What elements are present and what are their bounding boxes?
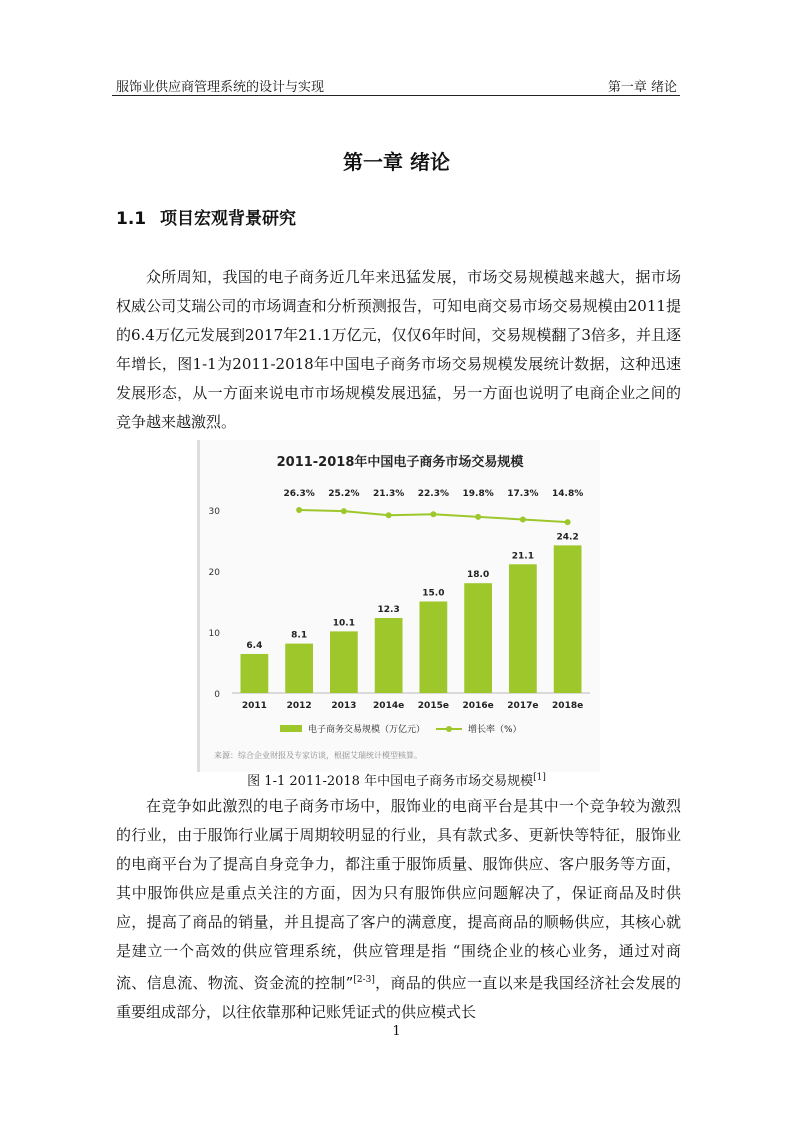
growth-rate-label: 14.8%: [552, 489, 584, 499]
growth-rate-point: [520, 516, 526, 522]
figure-chart: [197, 440, 600, 772]
bar: [509, 564, 537, 693]
chart-layer: [209, 454, 590, 761]
growth-rate-point: [430, 511, 436, 517]
bar-data-label: 18.0: [467, 570, 490, 581]
y-tick-label: 20: [208, 568, 220, 578]
x-tick-label: 2018e: [552, 701, 584, 711]
chart-svg: [200, 440, 600, 772]
bar: [375, 618, 403, 693]
bar: [554, 545, 582, 693]
paragraph2-tail: ，商品的供应一直以来是我国经济社会发展的重要组成部分，以往依靠那种记账凭证式的供应模式长: [116, 974, 682, 1021]
figure-caption-ref: [1]: [533, 772, 546, 783]
figure-caption-text: 图 1-1 2011-2018 年中国电子商务市场交易规模: [247, 774, 534, 789]
chart-title: 2011-2018年中国电子商务市场交易规模: [276, 455, 524, 470]
body-paragraph-1: 众所周知，我国的电子商务近几年来迅猛发展，市场交易规模越来越大，据市场权威公司艾瑞公司的市场调查和分析预测报告，可知电商交易市场交易规模由2011提的6.4万亿元发展到2017年21.1万亿元，仅仅6年时间，交易规模翻了3倍多，并且逐年增长，图1-1为2011-2018年中国电子商务市场交易规模发展统计数据，这种迅速发展形态，从一方面来说电市市场规模发展迅猛，另一方面也说明了电商企业之间的竞争越来越激烈。: [116, 268, 681, 431]
x-tick-label: 2013: [331, 701, 357, 711]
bar-data-label: 12.3: [377, 604, 400, 615]
bar: [464, 583, 492, 693]
section-heading: [116, 204, 296, 229]
growth-rate-point: [565, 519, 571, 525]
bar-data-label: 8.1: [291, 630, 308, 641]
growth-rate-label: 26.3%: [283, 489, 315, 499]
legend-bar-swatch: [280, 725, 302, 732]
growth-rate-point: [386, 512, 392, 518]
x-tick-label: 2011: [241, 701, 267, 711]
x-tick-label: 2017e: [507, 701, 539, 711]
chart-source: 来源：综合企业财报及专家访谈，根据艾瑞统计模型核算。: [214, 751, 422, 760]
section-title: 项目宏观背景研究: [160, 209, 297, 229]
x-tick-label: 2015e: [417, 701, 449, 711]
header-rule: [112, 95, 680, 96]
paragraph2-text: 在竞争如此激烈的电子商务市场中，服饰业的电商平台是其中一个竞争较为激烈的行业，由于服饰行业属于周期较明显的行业，具有款式多、更新快等特征，服饰业的电商平台为了提高自身竞争力，都注重于服饰质量、服饰供应、客户服务等方面，其中服饰供应是重点关注的方面，因为只有服饰供应问题解决了，保证商品及时供应，提高了商品的销量，并且提高了客户的满意度，提高商品的顺畅供应，其核心就是建立一个高效的供应管理系统，供应管理是指 “围绕企业的核心业务，通过对商流、信息流、物流、资金流的控制”: [116, 797, 681, 992]
growth-rate-label: 19.8%: [462, 489, 494, 499]
growth-rate-label: 25.2%: [328, 489, 360, 499]
growth-rate-point: [296, 507, 302, 513]
bar-data-label: 15.0: [422, 588, 445, 599]
paragraph2-cite: [2-3]: [353, 975, 375, 985]
bar: [420, 602, 448, 694]
x-tick-label: 2014e: [373, 701, 405, 711]
x-tick-label: 2016e: [462, 701, 494, 711]
y-tick-label: 0: [214, 690, 220, 700]
y-tick-label: 10: [208, 629, 220, 639]
legend-line-label: 增长率（%）: [468, 725, 522, 735]
bar: [330, 631, 358, 693]
y-tick-label: 30: [208, 507, 220, 517]
growth-rate-label: 21.3%: [373, 489, 405, 499]
bar-data-label: 6.4: [246, 640, 263, 651]
growth-rate-label: 17.3%: [507, 489, 539, 499]
body-paragraph-2: [116, 792, 681, 1027]
bar-data-label: 24.2: [556, 532, 579, 543]
chapter-title: 第一章 绪论: [343, 150, 450, 174]
running-header-left: 服饰业供应商管理系统的设计与实现: [116, 80, 325, 95]
bar-data-label: 10.1: [332, 618, 355, 629]
growth-rate-point: [475, 514, 481, 520]
growth-rate-point: [341, 508, 347, 514]
bar-data-label: 21.1: [511, 551, 534, 562]
growth-rate-label: 22.3%: [417, 489, 449, 499]
bar: [241, 654, 269, 693]
x-tick-label: 2012: [286, 701, 312, 711]
figure-caption: [0, 770, 793, 789]
section-number: 1.1: [116, 209, 147, 229]
page-number: 1: [392, 1024, 401, 1039]
legend-bar-label: 电子商务交易规模（万亿元）: [308, 725, 426, 735]
running-header-right: 第一章 绪论: [607, 80, 677, 95]
legend-line-marker: [446, 726, 452, 732]
bar: [285, 644, 313, 693]
